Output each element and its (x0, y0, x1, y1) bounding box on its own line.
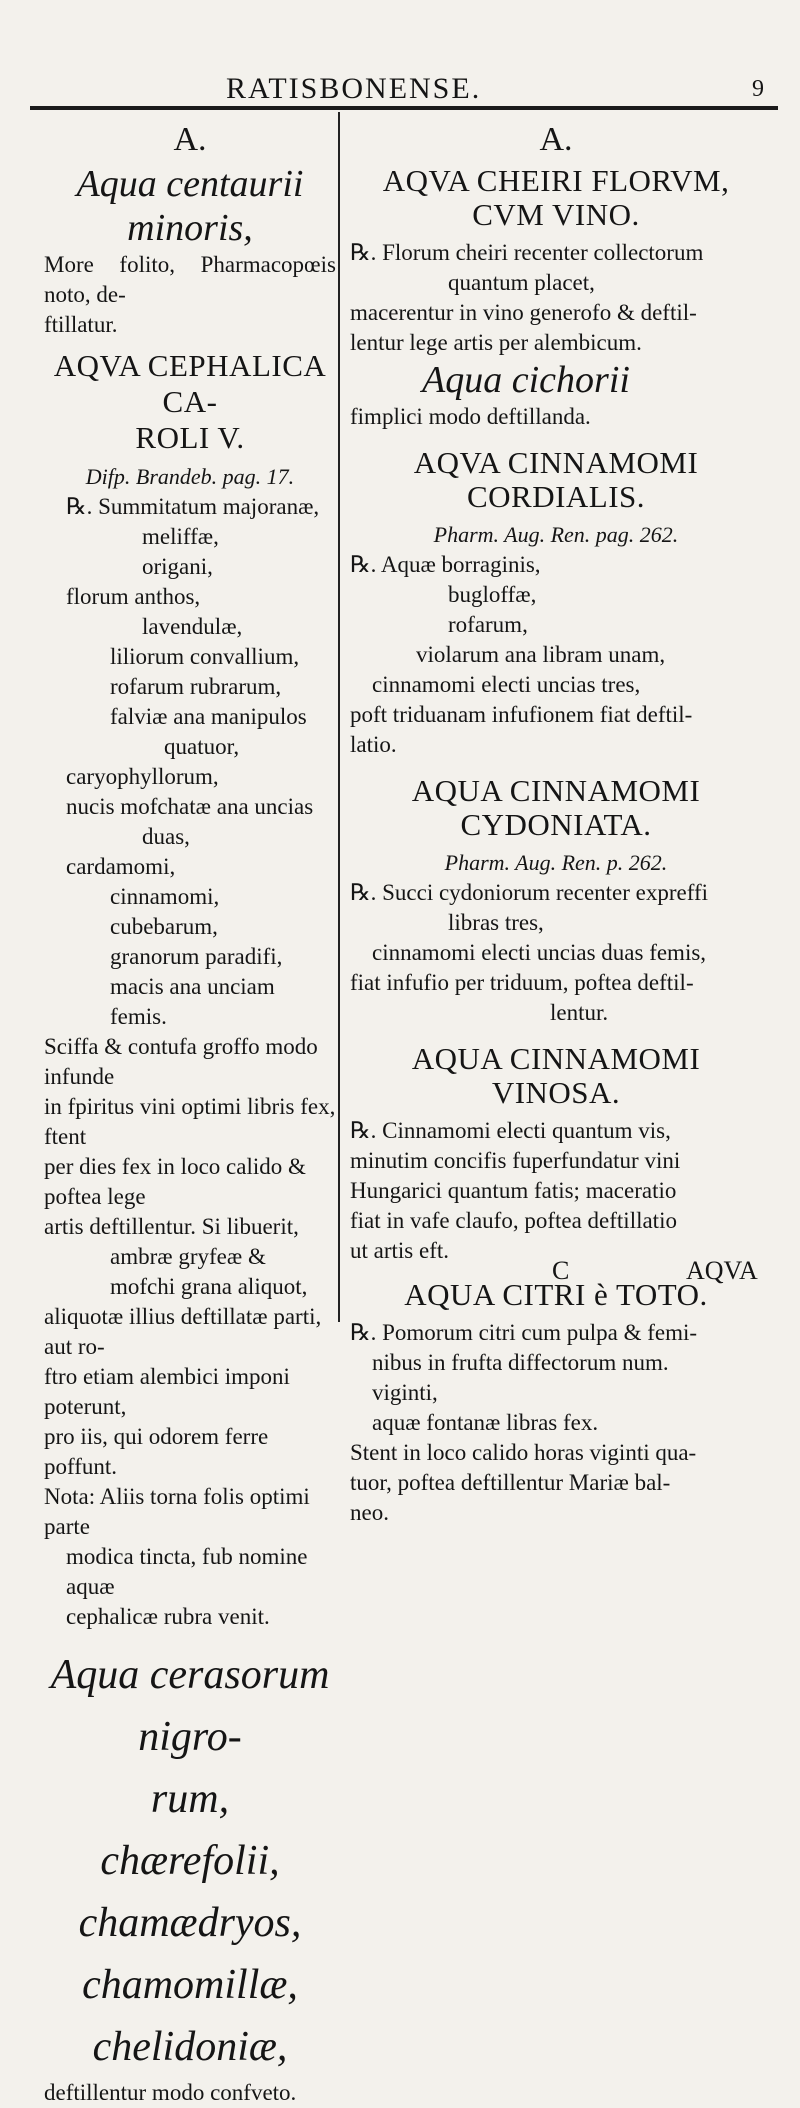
heading-aqua-cinnamomi-cydoniata (350, 774, 762, 842)
recipe-line: violarum ana libram unam, (416, 642, 666, 667)
section-letter: A. (539, 121, 573, 158)
heading-line: CVM VINO. (472, 197, 640, 232)
recipe-line: caryophyllorum, (66, 764, 219, 789)
recipe-line: ut artis eft. (350, 1238, 449, 1263)
body-line: mofchi grana aliquot, (110, 1274, 308, 1299)
recipe-line: minutim concifis fuperfundatur vini (350, 1148, 681, 1173)
closing-line: deftillentur modo confveto. (44, 2080, 297, 2105)
reference: Pharm. Aug. Ren. p. 262. (444, 850, 668, 875)
recipe-line: poft triduanam infufionem fiat deftil- (350, 702, 693, 727)
heading-aqua-cerasorum (44, 1644, 336, 2078)
heading-line: CYDONIATA. (460, 807, 652, 842)
recipe-line: fiat in vafe claufo, poftea deftillatio (350, 1208, 677, 1233)
recipe-line: cubebarum, (110, 914, 218, 939)
recipe-line: falviæ ana manipulos (110, 704, 307, 729)
section-letter: A. (173, 121, 207, 158)
recipe-line: lentur. (550, 1000, 609, 1025)
recipe-line: Stent in loco calido horas viginti qua- (350, 1440, 697, 1465)
heading-line: AQVA CHEIRI FLORVM, (382, 163, 730, 198)
recipe-line: liliorum convallium, (110, 644, 300, 669)
heading-line: VINOSA. (491, 1075, 621, 1110)
recipe-line: rofarum, (448, 612, 528, 637)
column-divider (338, 112, 340, 1322)
heading-aqua-cichorii: Aqua cichorii (422, 359, 630, 401)
recipe-line: libras tres, (448, 910, 544, 935)
recipe-line: lavendulæ, (142, 614, 243, 639)
body-line: per dies fex in loco calido & poftea lege (44, 1154, 306, 1209)
body-line: Sciffa & contufa groffo modo infunde (44, 1034, 318, 1089)
recipe-line: florum anthos, (66, 584, 201, 609)
heading-aqua-centaurii: Aqua centaurii minoris, (76, 163, 304, 249)
recipe-line: macis ana unciam femis. (110, 974, 275, 1029)
reference: Pharm. Aug. Ren. pag. 262. (433, 522, 679, 547)
heading-line: AQVA CEPHALICA CA- (53, 348, 327, 419)
recipe-line: rofarum rubrarum, (110, 674, 282, 699)
heading-line: rum, (150, 1776, 230, 1822)
signature-mark: C (552, 1256, 570, 1285)
recipe-line: viginti, (372, 1380, 438, 1405)
recipe-line: ℞. Cinnamomi electi quantum vis, (350, 1118, 671, 1143)
recipe-line: cinnamomi, (110, 884, 220, 909)
left-column (44, 112, 336, 2108)
heading-line: chærefolii, (100, 1838, 280, 1884)
recipe-line: Hungarici quantum fatis; maceratio (350, 1178, 677, 1203)
heading-line: chamomillæ, (82, 1962, 298, 2008)
heading-line: chamædryos, (78, 1900, 302, 1946)
recipe-line: duas, (142, 824, 190, 849)
recipe-line: ℞. Florum cheiri recenter collectorum (350, 240, 704, 265)
body-line: ftro etiam alembici imponi poterunt, (44, 1364, 290, 1419)
recipe-line: lentur lege artis per alembicum. (350, 330, 642, 355)
body-text (44, 1032, 336, 1482)
recipe-line: quantum placet, (448, 270, 595, 295)
recipe-line: quatuor, (164, 734, 240, 759)
recipe-line: ℞. Succi cydoniorum recenter expreffi (350, 880, 709, 905)
heading-line: chelidoniæ, (92, 2024, 288, 2070)
recipe-line: macerentur in vino generofo & deftil- (350, 300, 697, 325)
recipe-line: neo. (350, 1500, 389, 1525)
heading-aqva-cinnamomi-cordialis (350, 446, 762, 514)
nota-line: Nota: Aliis torna folis optimi parte (44, 1484, 310, 1539)
recipe-line: cinnamomi electi uncias duas femis, (372, 940, 707, 965)
recipe-line: cardamomi, (66, 854, 176, 879)
intro-line: More folito, Pharmacopœis noto, de- (44, 252, 336, 307)
recipe-line: fiat infufio per triduum, poftea deftil- (350, 970, 694, 995)
recipe-line: latio. (350, 732, 397, 757)
heading-line: CORDIALIS. (466, 479, 646, 514)
recipe-line: meliffæ, (142, 524, 219, 549)
heading-aqua-citri: AQUA CITRI è TOTO. (404, 1277, 708, 1312)
nota (44, 1482, 336, 1632)
reference: Difp. Brandeb. pag. 17. (85, 464, 295, 489)
heading-line: AQUA CINNAMOMI (411, 1041, 701, 1076)
recipe-line: nibus in frufta diffectorum num. (372, 1350, 669, 1375)
catchword: AQVA (686, 1256, 758, 1285)
right-column (350, 112, 762, 1528)
heading-line: Aqua cerasorum nigro- (50, 1652, 330, 1760)
body-line: aliquotæ illius deftillatæ parti, aut ro- (44, 1304, 322, 1359)
recipe-line: ℞. Pomorum citri cum pulpa & femi- (350, 1320, 698, 1345)
recipe-line: tuor, poftea deftillentur Mariæ bal- (350, 1470, 671, 1495)
body-line: fimplici modo deftillanda. (350, 404, 591, 429)
heading-line: AQVA CINNAMOMI (413, 445, 699, 480)
heading-aqua-cinnamomi-vinosa (350, 1042, 762, 1110)
heading-line: ROLI V. (135, 420, 245, 455)
recipe-line: nucis mofchatæ ana uncias (66, 794, 314, 819)
body-line: artis deftillentur. Si libuerit, (44, 1214, 299, 1239)
page-number: 9 (752, 76, 764, 102)
nota-line: cephalicæ rubra venit. (66, 1604, 270, 1629)
header-rule (30, 106, 778, 110)
nota-line: modica tincta, fub nomine aquæ (66, 1544, 308, 1599)
recipe-list (44, 492, 336, 1032)
heading-aqva-cheiri (350, 164, 762, 232)
recipe-line: ℞. Aquæ borraginis, (350, 552, 541, 577)
body-line: in fpiritus vini optimi libris fex, ftent (44, 1094, 336, 1149)
recipe-line: cinnamomi electi uncias tres, (372, 672, 641, 697)
running-head (0, 66, 800, 106)
recipe-line: ℞. Summitatum majoranæ, (66, 494, 320, 519)
recipe-line: granorum paradifi, (110, 944, 283, 969)
recipe-line: aquæ fontanæ libras fex. (372, 1410, 599, 1435)
heading-line: AQUA CINNAMOMI (411, 773, 701, 808)
recipe-line: bugloffæ, (448, 582, 537, 607)
intro-line: ftillatur. (44, 312, 118, 337)
running-title: RATISBONENSE. (226, 72, 482, 105)
body-line: ambræ gryfeæ & (110, 1244, 266, 1269)
recipe-line: origani, (142, 554, 213, 579)
body-line: pro iis, qui odorem ferre poffunt. (44, 1424, 269, 1479)
